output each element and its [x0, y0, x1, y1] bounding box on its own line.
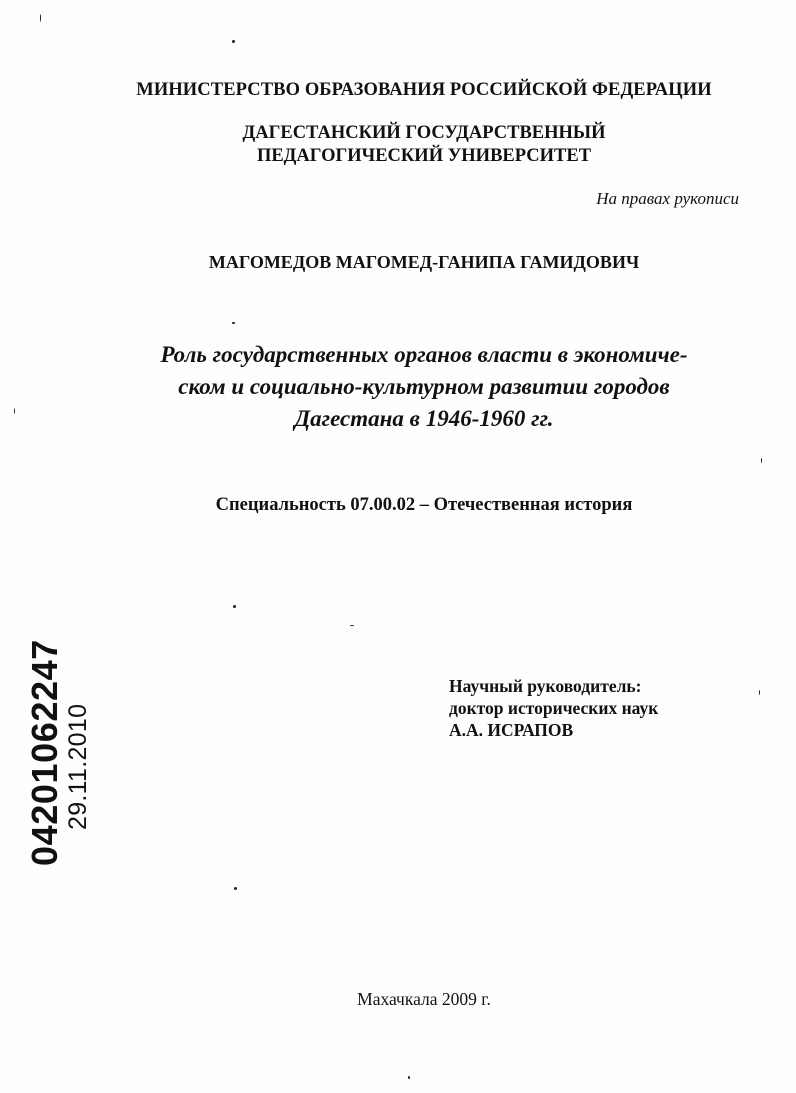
university-line-1: ДАГЕСТАНСКИЙ ГОСУДАРСТВЕННЫЙ: [242, 123, 606, 143]
stamp-date: 29.11.2010: [64, 703, 92, 830]
advisor-degree: доктор исторических наук: [449, 698, 659, 718]
advisor-name: А.А. ИСРАПОВ: [449, 720, 574, 740]
scan-speck: [232, 40, 235, 43]
library-stamp: [24, 626, 97, 866]
rights-note: На правах рукописи: [596, 189, 739, 208]
scan-speck: [350, 625, 354, 626]
scan-speck: [233, 605, 236, 608]
university-heading: [26, 122, 796, 168]
title-line-2: ском и социально-культурном развитии городов: [178, 374, 670, 399]
university-line-2: ПЕДАГОГИЧЕСКИЙ УНИВЕРСИТЕТ: [256, 146, 592, 166]
ministry-heading: МИНИСТЕРСТВО ОБРАЗОВАНИЯ РОССИЙСКОЙ ФЕДЕРАЦИИ: [136, 80, 712, 100]
scan-speck: [14, 408, 15, 414]
advisor-role: Научный руководитель:: [449, 676, 642, 696]
scan-speck: [40, 14, 41, 22]
title-line-3: Дагестана в 1946-1960 гг.: [294, 406, 554, 431]
scan-speck: [408, 1076, 410, 1079]
stamp-code: 04201062247: [24, 639, 65, 866]
specialty: Специальность 07.00.02 – Отечественная история: [215, 495, 633, 515]
scan-speck: [759, 690, 760, 695]
scan-speck: [234, 887, 237, 890]
dissertation-title: [26, 339, 796, 435]
author-name: МАГОМЕДОВ МАГОМЕД-ГАНИПА ГАМИДОВИЧ: [208, 252, 640, 272]
title-line-1: Роль государственных органов власти в экономиче-: [160, 342, 688, 367]
scan-speck: [761, 458, 762, 463]
city-year: Махачкала 2009 г.: [357, 989, 491, 1009]
scientific-advisor: [449, 675, 658, 741]
scan-speck: [232, 322, 235, 324]
